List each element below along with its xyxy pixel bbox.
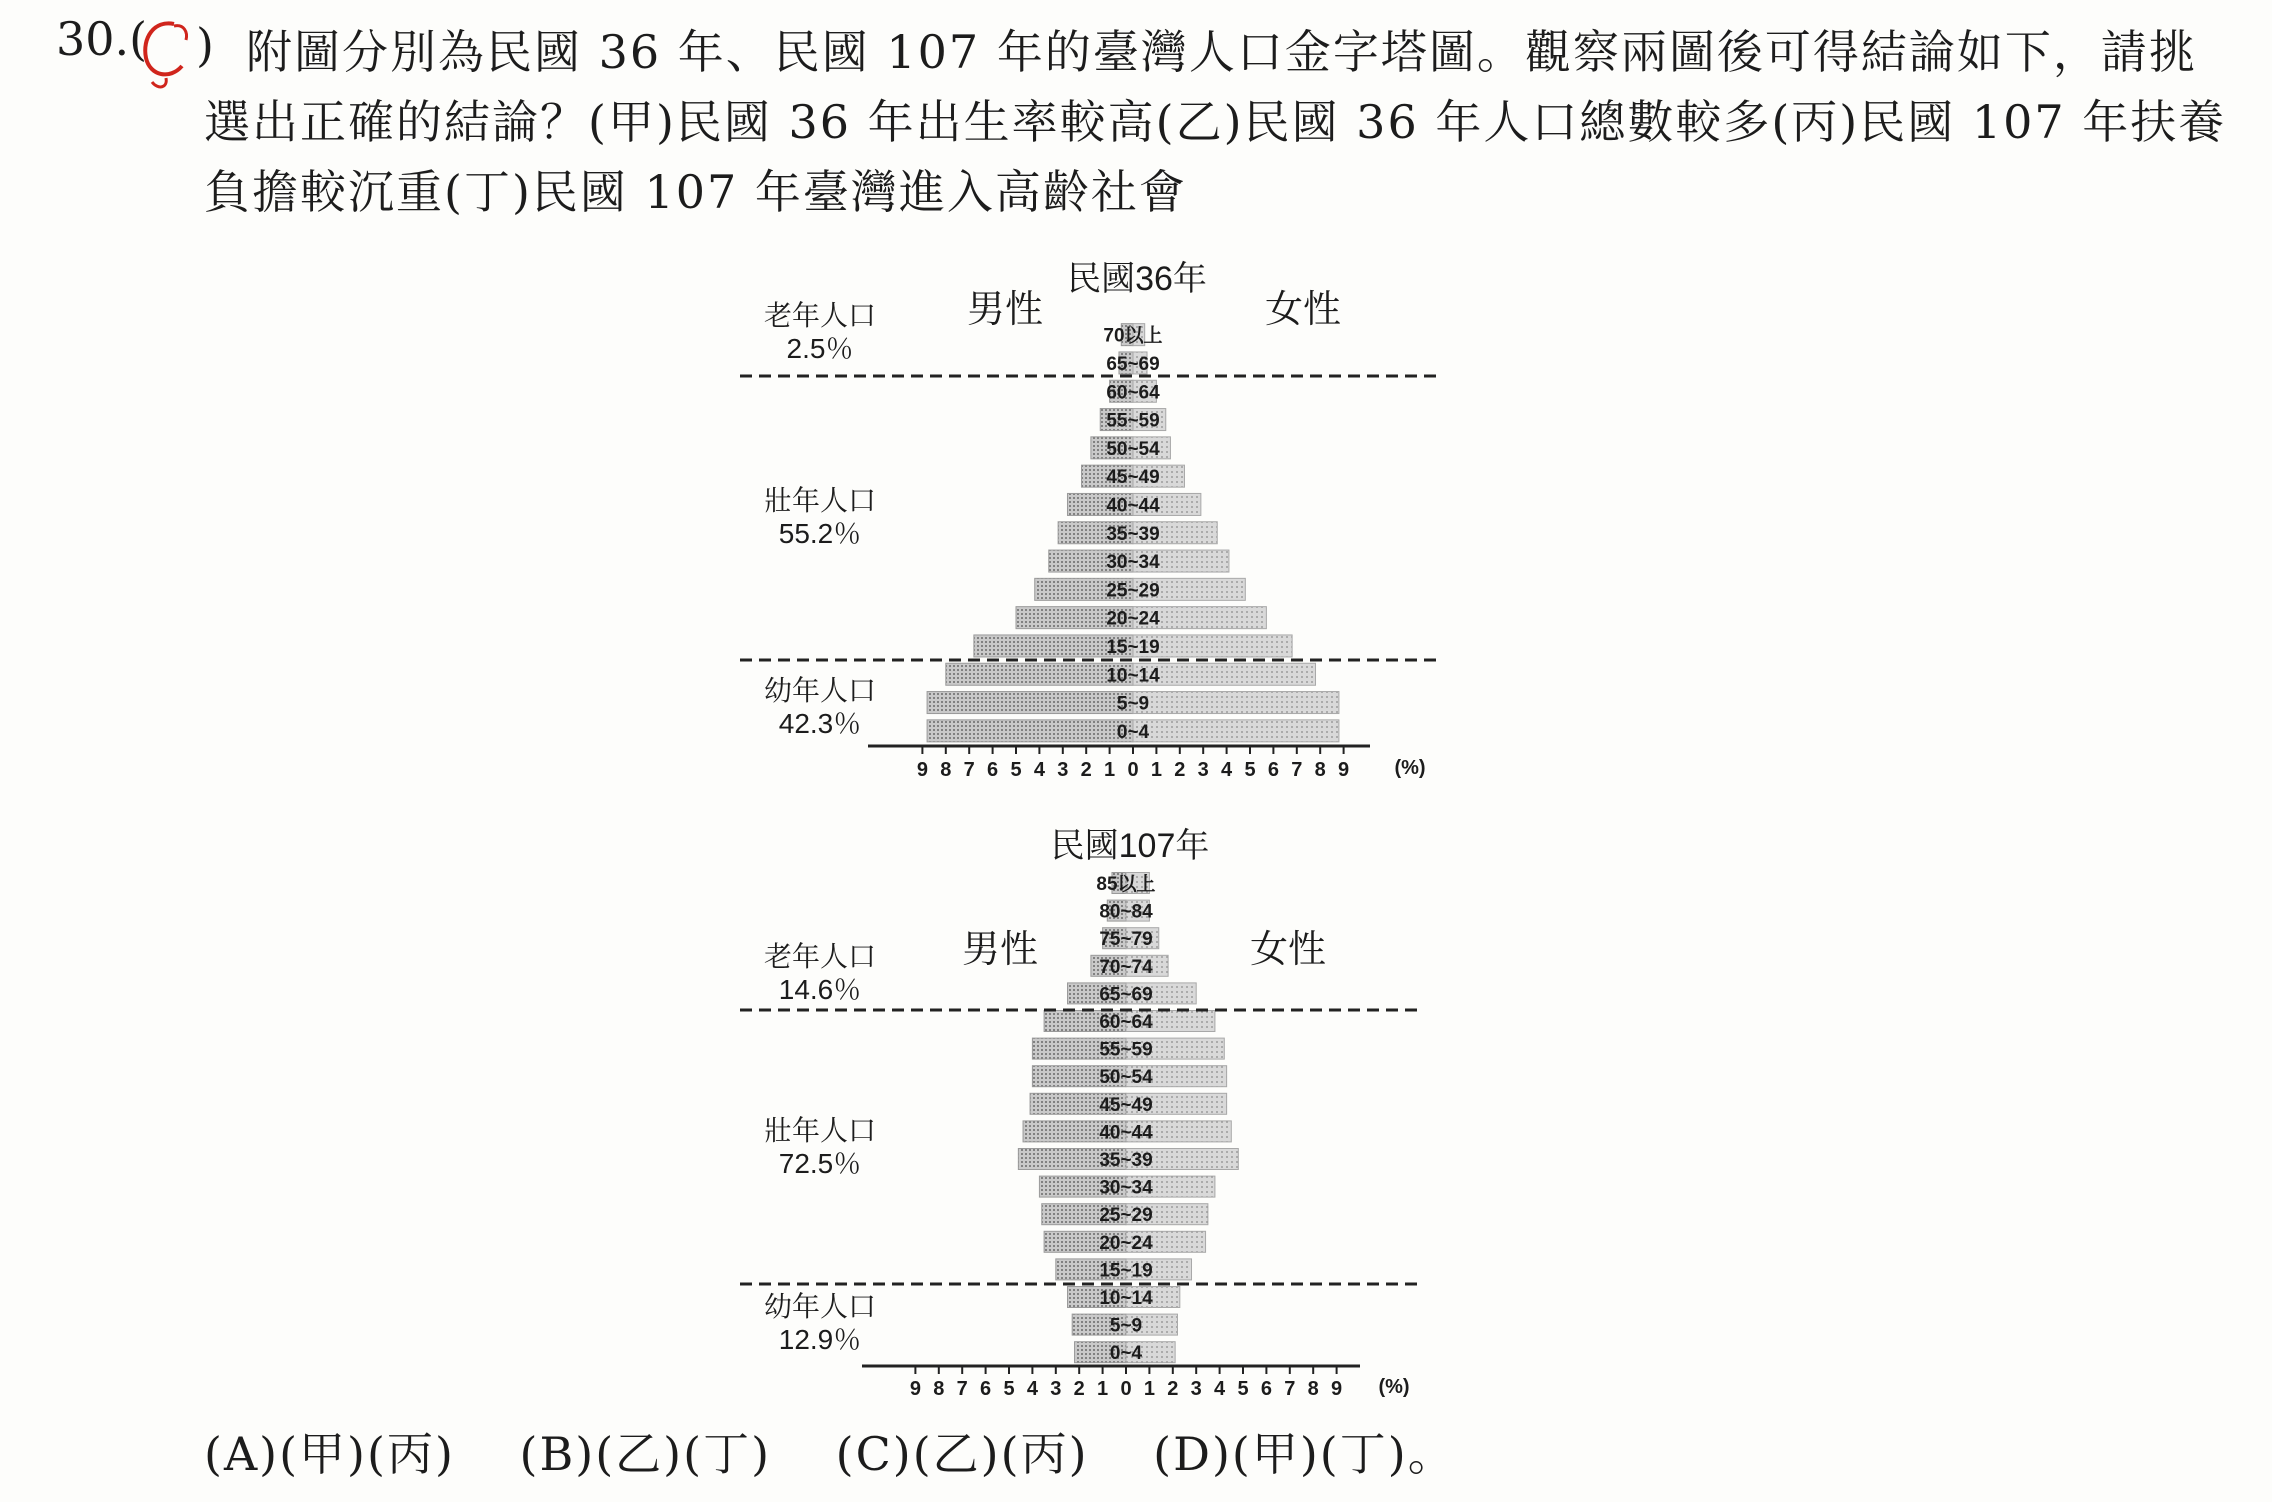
pyr1-age-label-25~29: 25~29 [1106,580,1160,602]
pyr2-age-label-70~74: 70~74 [1099,956,1153,978]
pyr1-bar-male-10~14 [946,663,1133,685]
pyr1-age-label-65~69: 65~69 [1106,353,1160,375]
pyr2-age-label-35~39: 35~39 [1099,1150,1153,1171]
choice-c[interactable]: (C)(乙)(丙) [835,1427,1089,1481]
pyr1-tick-label-0: 9 [916,759,928,781]
pyr1-tick-label-13: 4 [1221,759,1233,781]
pyr2-tick-label-14: 5 [1237,1378,1249,1400]
pyr1-tick-label-12: 3 [1197,759,1209,781]
pyr2-tick-label-10: 1 [1143,1378,1155,1400]
pyr1-age-label-35~39: 35~39 [1106,523,1160,545]
pyr2-tick-label-16: 7 [1284,1378,1296,1400]
answer-choices [204,1418,1504,1484]
pyr1-age-label-55~59: 55~59 [1106,410,1160,432]
pyr1-group-value-1: 55.2％ [778,518,862,549]
pyr1-age-label-60~64: 60~64 [1106,382,1160,404]
pyr1-age-label-70以上: 70以上 [1103,325,1163,347]
pyr2-age-label-65~69: 65~69 [1099,984,1153,1006]
pyr2-age-label-10~14: 10~14 [1099,1288,1153,1309]
pyr1-age-label-30~34: 30~34 [1106,552,1160,574]
pyr1-tick-label-14: 5 [1244,759,1256,781]
pyr1-tick-label-3: 6 [987,759,999,781]
question-line-2: 選出正確的結論？(甲)民國 36 年出生率較高(乙)民國 36 年人口總數較多(丙)民國 107 年扶養 [204,95,2227,149]
pyr2-tick-label-17: 8 [1307,1378,1319,1400]
pyr1-group-value-0: 2.5％ [786,333,854,364]
pyr2-female-label: 女性 [1249,929,1327,971]
pyr1-tick-label-1: 8 [940,759,952,781]
pyr1-tick-label-6: 3 [1057,759,1069,781]
pyr2-age-label-30~34: 30~34 [1099,1177,1153,1199]
choice-d[interactable]: (D)(甲)(丁)。 [1153,1427,1456,1481]
pyr2-group-value-2: 12.9％ [778,1324,862,1355]
pyr1-age-label-20~24: 20~24 [1106,608,1160,630]
pyr2-tick-label-13: 4 [1214,1378,1226,1400]
question-line-3: 負擔較沉重(丁)民國 107 年臺灣進入高齡社會 [204,165,1187,219]
pyr2-group-label-1: 壯年人口 [763,1115,877,1146]
pyr1-bar-male-0~4 [927,720,1133,742]
pyr1-tick-label-15: 6 [1267,759,1279,781]
pyr1-bar-female-5~9 [1133,692,1339,714]
pyr2-age-label-50~54: 50~54 [1099,1067,1153,1089]
pyr2-age-label-55~59: 55~59 [1099,1039,1153,1061]
pyr2-unit-label: (%) [1378,1376,1410,1398]
pyr1-group-value-2: 42.3％ [778,708,862,739]
pyr2-age-label-20~24: 20~24 [1099,1232,1153,1254]
pyr2-group-label-0: 老年人口 [763,941,877,972]
pyr2-age-label-85以上: 85以上 [1096,874,1156,895]
pyr1-age-label-15~19: 15~19 [1106,636,1160,658]
pyr2-group-label-2: 幼年人口 [763,1291,877,1322]
pyr1-tick-label-18: 9 [1338,759,1350,781]
pyr2-tick-label-15: 6 [1260,1378,1272,1400]
pyr1-group-label-1: 壯年人口 [763,485,877,516]
pyr1-tick-label-16: 7 [1291,759,1303,781]
pyr2-tick-label-1: 8 [933,1378,945,1400]
pyr1-bar-male-5~9 [927,692,1133,714]
pyr2-age-label-45~49: 45~49 [1099,1094,1153,1116]
pyr2-tick-label-8: 1 [1097,1378,1109,1400]
pyr2-male-label: 男性 [961,929,1039,971]
pyr1-tick-label-9: 0 [1127,759,1139,781]
pyr2-tick-label-9: 0 [1120,1378,1132,1400]
pyr2-age-label-80~84: 80~84 [1099,901,1153,923]
pyr2-age-label-15~19: 15~19 [1099,1260,1153,1282]
pyr2-tick-label-11: 2 [1167,1378,1179,1400]
pyr2-age-label-0~4: 0~4 [1109,1343,1143,1365]
pyr2-age-label-60~64: 60~64 [1099,1012,1153,1033]
pyr2-tick-label-7: 2 [1073,1378,1085,1400]
pyr2-tick-label-3: 6 [980,1378,992,1400]
pyr1-title: 民國36年 [1067,260,1207,298]
pyr1-bar-female-0~4 [1133,720,1339,742]
pyr1-age-label-10~14: 10~14 [1106,665,1160,687]
pyr2-tick-label-18: 9 [1331,1378,1343,1400]
pyr2-group-value-1: 72.5％ [778,1148,862,1179]
pyr1-tick-label-7: 2 [1080,759,1092,781]
pyr1-female-label: 女性 [1264,289,1342,331]
pyr1-tick-label-10: 1 [1150,759,1162,781]
pyr1-age-label-45~49: 45~49 [1106,467,1160,489]
pyr2-tick-label-5: 4 [1026,1378,1038,1400]
pyr2-group-value-0: 14.6％ [778,974,862,1005]
pyr1-group-label-2: 幼年人口 [763,675,877,706]
pyr2-tick-label-6: 3 [1050,1378,1062,1400]
question-close-paren: ) [196,18,214,72]
pyr1-tick-label-2: 7 [963,759,975,781]
pyr1-age-label-5~9: 5~9 [1116,693,1150,715]
choice-b[interactable]: (B)(乙)(丁) [519,1427,772,1481]
pyr1-age-label-0~4: 0~4 [1116,721,1150,743]
pyr2-tick-label-0: 9 [909,1378,921,1400]
pyr2-tick-label-2: 7 [956,1378,968,1400]
pyr1-tick-label-17: 8 [1314,759,1326,781]
question-number: 30.( [56,12,148,66]
pyr1-tick-label-5: 4 [1033,759,1045,781]
pyr1-age-label-40~44: 40~44 [1106,495,1160,517]
question-line-1: 附圖分別為民國 36 年、民國 107 年的臺灣人口金字塔圖。觀察兩圖後可得結論如下，請挑 [246,25,2197,79]
pyr1-male-label: 男性 [966,289,1044,331]
pyr1-tick-label-11: 2 [1174,759,1186,781]
pyr1-tick-label-4: 5 [1010,759,1022,781]
pyr2-age-label-40~44: 40~44 [1099,1122,1153,1144]
pyr1-tick-label-8: 1 [1104,759,1116,781]
pyr2-age-label-75~79: 75~79 [1099,929,1153,951]
pyr2-age-label-5~9: 5~9 [1109,1315,1143,1337]
choice-a[interactable]: (A)(甲)(丙) [204,1427,455,1481]
pyr2-tick-label-12: 3 [1190,1378,1202,1400]
pyr1-unit-label: (%) [1394,757,1426,779]
pyr2-age-label-25~29: 25~29 [1099,1205,1153,1227]
pyr2-title: 民國107年 [1050,827,1210,865]
pyr1-bar-female-10~14 [1133,663,1316,685]
pyr2-tick-label-4: 5 [1003,1378,1015,1400]
pyr1-group-label-0: 老年人口 [763,300,877,331]
pyr1-age-label-50~54: 50~54 [1106,438,1160,460]
